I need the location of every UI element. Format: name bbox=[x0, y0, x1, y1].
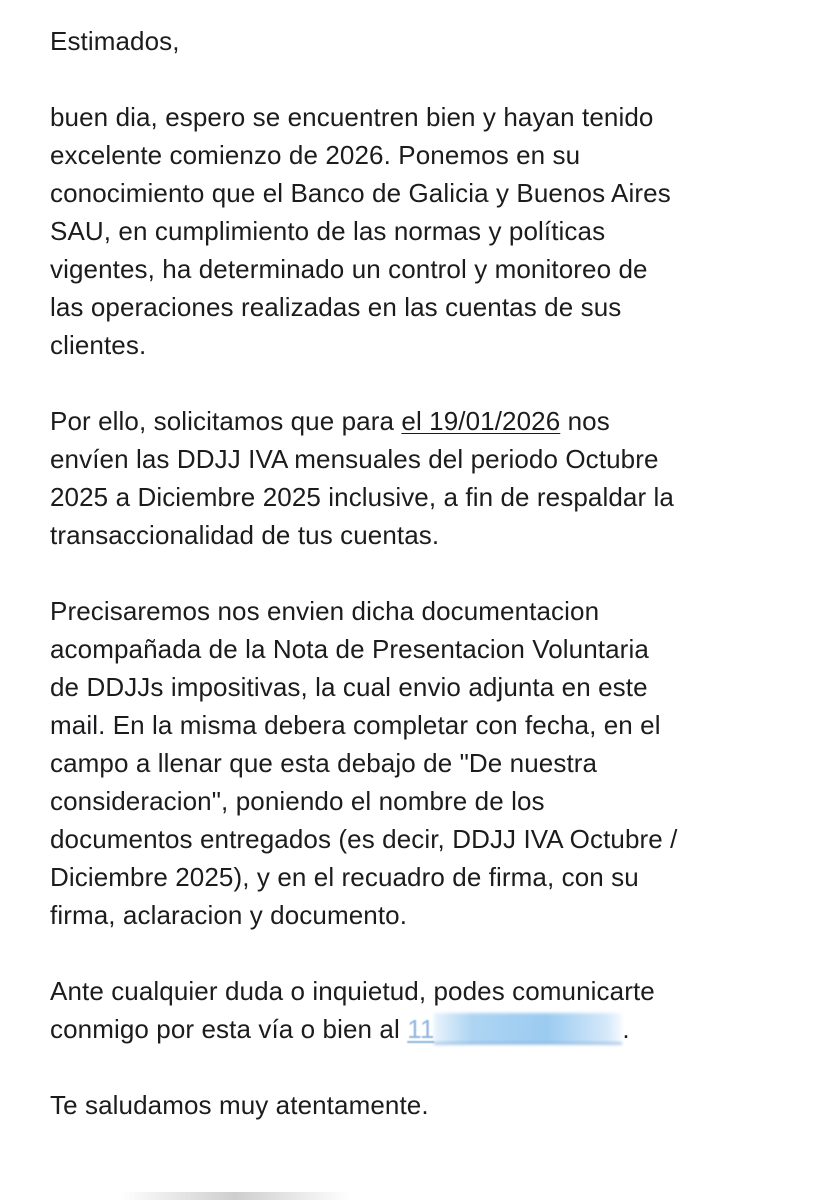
paragraph-line: Precisaremos nos envien dicha documentacion bbox=[50, 596, 600, 626]
paragraph-line: documentos entregados (es decir, DDJJ IVA Octubre / bbox=[50, 824, 678, 854]
paragraph-line: buen dia, espero se encuentren bien y hayan tenido bbox=[50, 102, 654, 132]
paragraph-line bbox=[50, 1010, 820, 1048]
paragraph-line: SAU, en cumplimiento de las normas y políticas bbox=[50, 216, 606, 246]
phone-redaction-blur bbox=[434, 1013, 622, 1044]
paragraph-gap bbox=[50, 364, 820, 402]
paragraph-gap bbox=[50, 60, 820, 98]
paragraph-line: excelente comienzo de 2026. Ponemos en su bbox=[50, 140, 581, 170]
greeting: Estimados, bbox=[50, 26, 180, 56]
paragraph-line: campo a llenar que esta debajo de "De nuestra bbox=[50, 748, 598, 778]
paragraph-request bbox=[50, 402, 820, 554]
email-body bbox=[50, 22, 820, 1124]
paragraph-line: Ante cualquier duda o inquietud, podes comunicarte bbox=[50, 976, 655, 1006]
text-segment: conmigo por esta vía o bien al bbox=[50, 1014, 408, 1044]
paragraph-line: clientes. bbox=[50, 330, 147, 360]
text-segment: Por ello, solicitamos que para bbox=[50, 406, 402, 436]
paragraph-line: acompañada de la Nota de Presentacion Voluntaria bbox=[50, 634, 649, 664]
paragraph-gap bbox=[50, 934, 820, 972]
paragraph-line: consideracion", poniendo el nombre de los bbox=[50, 786, 545, 816]
paragraph-contact bbox=[50, 972, 820, 1048]
paragraph-line: Diciembre 2025), y en el recuadro de firma, con su bbox=[50, 862, 639, 892]
phone-visible-digits: 11 bbox=[407, 1014, 435, 1044]
paragraph-line: de DDJJs impositivas, la cual envio adjunta en este bbox=[50, 672, 648, 702]
paragraph-gap bbox=[50, 1048, 820, 1086]
cropped-signature-edge bbox=[120, 1192, 350, 1200]
paragraph-line: mail. En la misma debera completar con fecha, en el bbox=[50, 710, 661, 740]
paragraph-line: envíen las DDJJ IVA mensuales del periodo Octubre bbox=[50, 444, 659, 474]
paragraph-line: las operaciones realizadas en las cuentas de sus bbox=[50, 292, 622, 322]
deadline-date-link[interactable]: el 19/01/2026 bbox=[401, 406, 561, 436]
paragraph-gap bbox=[50, 554, 820, 592]
paragraph-documentation bbox=[50, 592, 820, 934]
paragraph-line: transaccionalidad de tus cuentas. bbox=[50, 520, 440, 550]
text-segment: nos bbox=[560, 406, 610, 436]
paragraph-line: vigentes, ha determinado un control y monitoreo de bbox=[50, 254, 648, 284]
paragraph-intro bbox=[50, 98, 820, 364]
paragraph-line: 2025 a Diciembre 2025 inclusive, a fin de respaldar la bbox=[50, 482, 674, 512]
paragraph-line: conocimiento que el Banco de Galicia y Buenos Aires bbox=[50, 178, 671, 208]
text-segment: . bbox=[622, 1014, 630, 1044]
paragraph-line: firma, aclaracion y documento. bbox=[50, 900, 408, 930]
closing-line: Te saludamos muy atentamente. bbox=[50, 1090, 429, 1120]
phone-number-link[interactable] bbox=[407, 1010, 622, 1048]
paragraph-line bbox=[50, 402, 820, 440]
